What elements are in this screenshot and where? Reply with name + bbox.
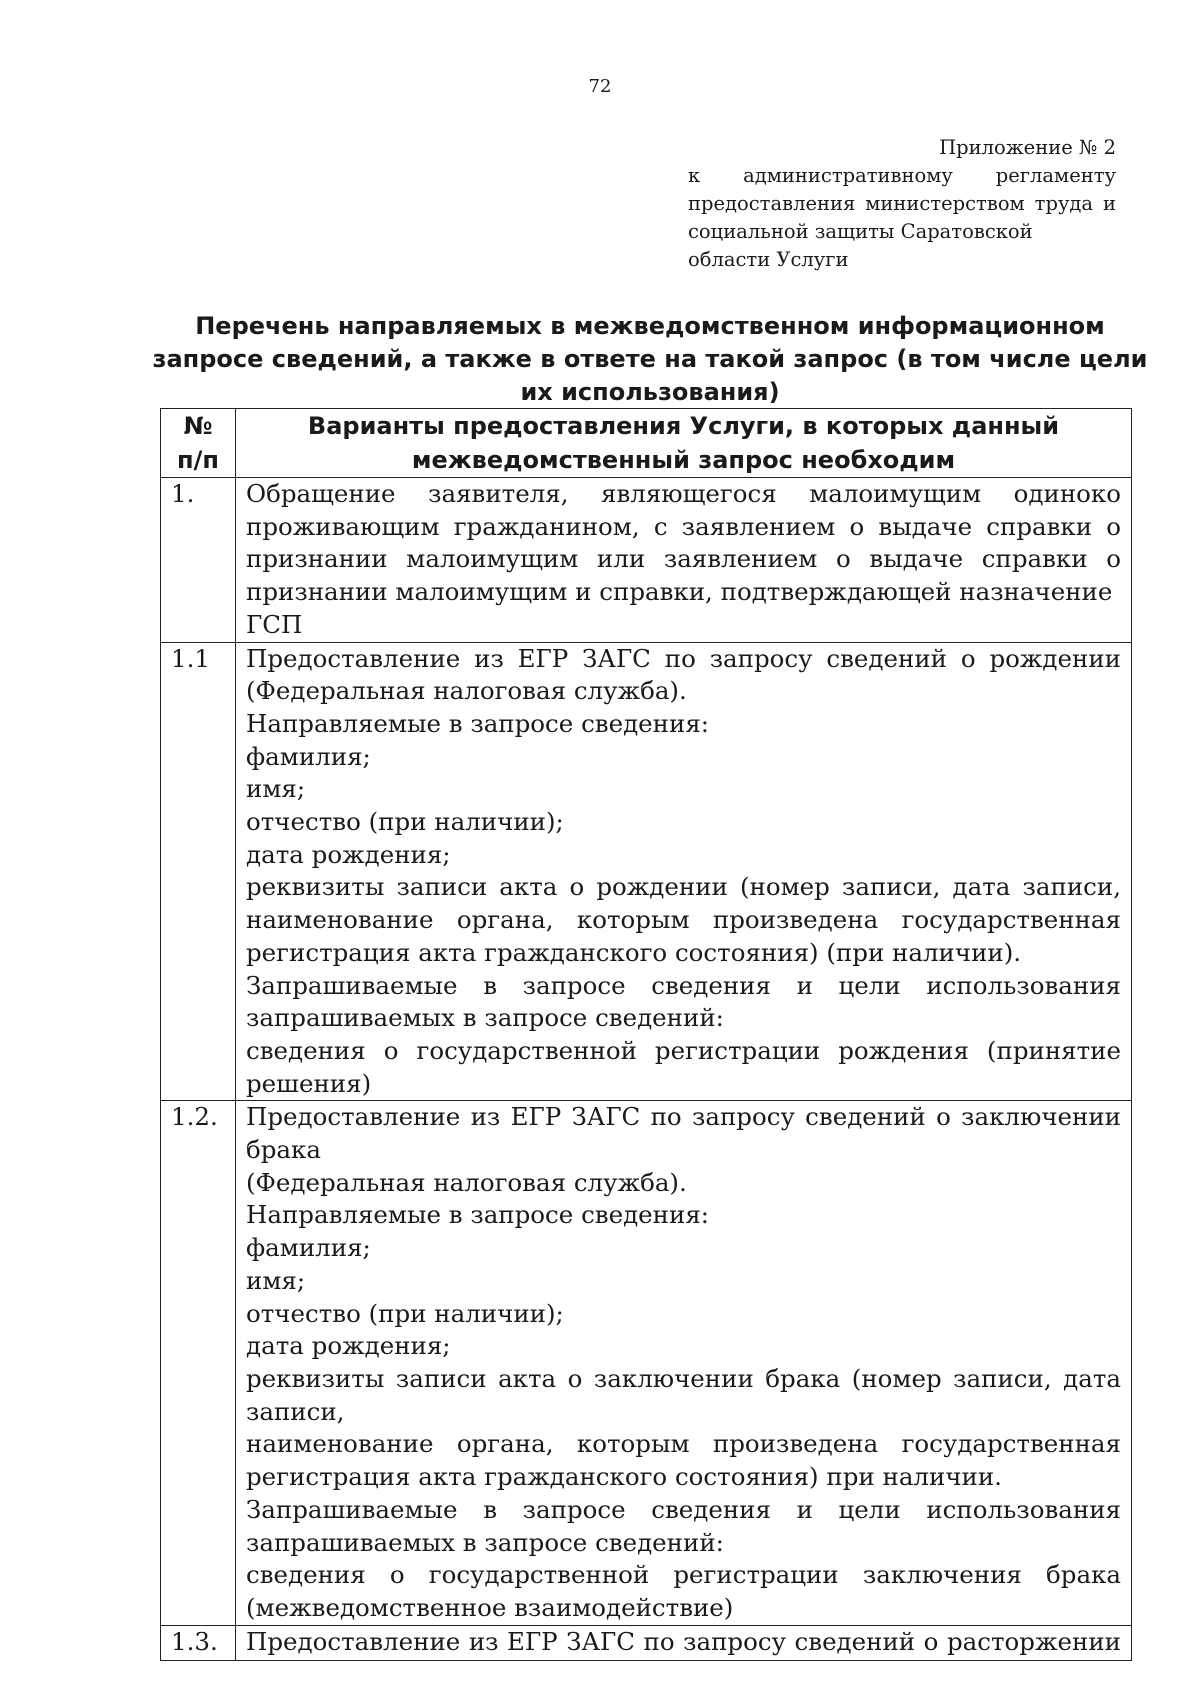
row-line: Предоставление из ЕГР ЗАГС по запросу сведений о заключении брака xyxy=(246,1102,1121,1165)
row-line: запрашиваемых в запросе сведений: xyxy=(246,1527,724,1557)
header-variants-line2: межведомственный запрос необходим xyxy=(411,446,956,474)
page-number: 72 xyxy=(588,76,612,97)
row-content xyxy=(236,1625,1132,1660)
row-line: (межведомственное взаимодействие) xyxy=(246,1592,734,1622)
table-row xyxy=(161,1625,1132,1660)
row-line: запрашиваемых в запросе сведений: xyxy=(246,1003,724,1033)
appendix-reference-end: области Услуги xyxy=(688,248,849,271)
row-line: дата рождения; xyxy=(246,1331,451,1361)
row-line: признании малоимущим или заявлением о выдаче справки о xyxy=(246,544,1121,574)
requests-table xyxy=(160,408,1132,1661)
row-number: 1. xyxy=(161,478,236,643)
row-line: отчество (при наличии); xyxy=(246,1298,564,1328)
row-line: сведения о государственной регистрации рождения (принятие xyxy=(246,1035,1121,1065)
header-number-abbr: п/п xyxy=(177,446,219,474)
row-number: 1.3. xyxy=(161,1625,236,1660)
row-line: решения) xyxy=(246,1068,372,1098)
row-line: Предоставление из ЕГР ЗАГС по запросу сведений о рождении xyxy=(246,643,1121,673)
document-title: Перечень направляемых в межведомственном информационном запросе сведений, а также в ответе на такой запрос (в том числе цели их использования) xyxy=(152,312,1148,406)
row-line: имя; xyxy=(246,1265,306,1295)
appendix-note xyxy=(688,134,1116,274)
row-line: фамилия; xyxy=(246,1233,371,1263)
row-line: реквизиты записи акта о рождении (номер записи, дата записи, xyxy=(246,872,1121,902)
header-number-sign: № xyxy=(183,412,213,440)
row-line: наименование органа, которым произведена государственная xyxy=(246,1429,1121,1459)
table-header-row xyxy=(161,409,1132,478)
row-line: Запрашиваемые в запросе сведения и цели использования xyxy=(246,970,1121,1000)
row-content xyxy=(236,1101,1132,1625)
row-content xyxy=(236,642,1132,1101)
row-number: 1.1 xyxy=(161,642,236,1101)
row-line: имя; xyxy=(246,774,306,804)
appendix-title: Приложение № 2 xyxy=(939,136,1116,159)
row-line: сведения о государственной регистрации заключения брака xyxy=(246,1560,1121,1590)
row-line: Запрашиваемые в запросе сведения и цели использования xyxy=(246,1494,1121,1524)
row-line: дата рождения; xyxy=(246,839,451,869)
row-line: Обращение заявителя, являющегося малоимущим одиноко xyxy=(246,479,1121,508)
row-line: регистрация акта гражданского состояния) при наличии. xyxy=(246,1462,1002,1492)
row-line: фамилия; xyxy=(246,741,371,771)
header-variants xyxy=(236,409,1132,478)
row-line: Предоставление из ЕГР ЗАГС по запросу сведений о расторжении xyxy=(246,1626,1121,1656)
appendix-reference: к административному регламенту предоставления министерством труда и социальной защиты Саратовской xyxy=(688,164,1116,243)
row-line: Направляемые в запросе сведения: xyxy=(246,1200,710,1230)
header-variants-line1: Варианты предоставления Услуги, в которых данный xyxy=(307,412,1060,440)
row-content xyxy=(236,478,1132,643)
header-number xyxy=(161,409,236,478)
row-line: наименование органа, которым произведена государственная xyxy=(246,905,1121,935)
row-number: 1.2. xyxy=(161,1101,236,1625)
row-line: (Федеральная налоговая служба). xyxy=(246,676,687,706)
row-line: Направляемые в запросе сведения: xyxy=(246,708,710,738)
table-row xyxy=(161,642,1132,1101)
row-line: регистрация акта гражданского состояния) (при наличии). xyxy=(246,937,1022,967)
table-row xyxy=(161,478,1132,643)
row-line: отчество (при наличии); xyxy=(246,807,564,837)
row-line: (Федеральная налоговая служба). xyxy=(246,1167,687,1197)
row-line: признании малоимущим и справки, подтверждающей назначение ГСП xyxy=(246,577,1113,639)
row-line: проживающим гражданином, с заявлением о выдаче справки о xyxy=(246,511,1121,541)
row-line: реквизиты записи акта о заключении брака (номер записи, дата записи, xyxy=(246,1363,1121,1426)
table-row xyxy=(161,1101,1132,1625)
